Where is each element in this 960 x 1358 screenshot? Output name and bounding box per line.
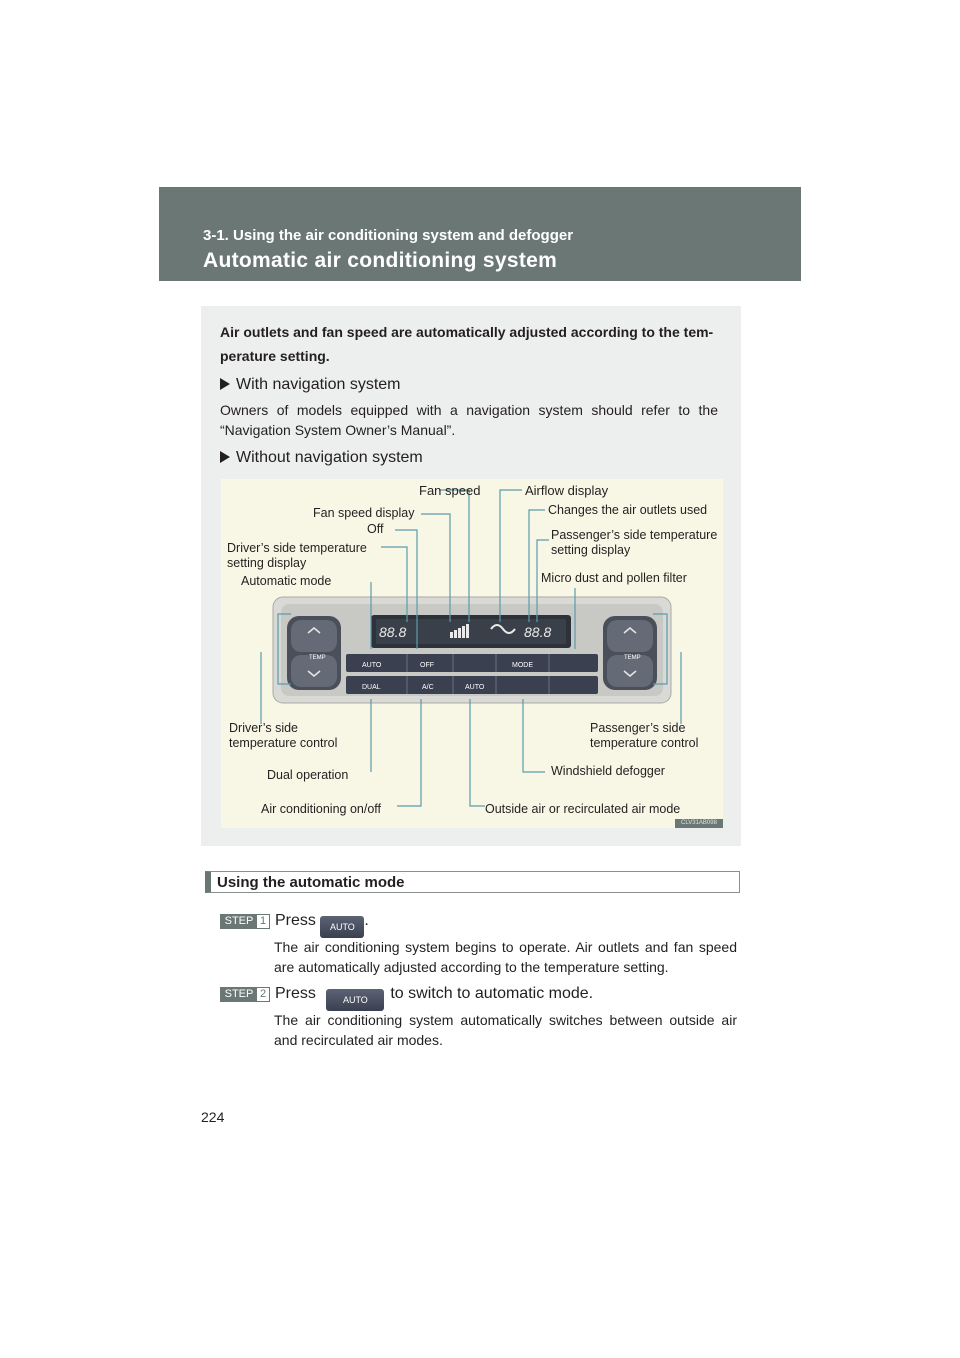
step-1-badge [220, 914, 270, 929]
step-number: 2 [259, 988, 267, 1000]
driver-temp-readout: 88.8 [379, 624, 407, 640]
step-1-instruction [275, 912, 369, 938]
label-passenger-temp-control: Passenger’s side temperature control [590, 721, 699, 750]
label-ac-onoff: Air conditioning on/off [261, 802, 381, 816]
step-2-badge [220, 987, 270, 1002]
overview-panel [201, 306, 741, 846]
triangle-bullet-icon [220, 378, 230, 390]
label-off: Off [367, 522, 384, 536]
step-1-description: The air conditioning system begins to operate. Air outlets and fan speed are automatically adjusted according to the temperature setting. [274, 939, 737, 975]
ac-button[interactable]: A/C [422, 684, 434, 691]
driver-temp-knob-label: TEMP [309, 655, 326, 661]
section-heading [205, 871, 740, 893]
passenger-temp-readout: 88.8 [524, 624, 552, 640]
label-changes-outlets: Changes the air outlets used [548, 503, 708, 517]
without-nav-heading [220, 449, 423, 467]
step-1-after: . [364, 912, 369, 929]
image-code: CLV31AB098 [675, 819, 723, 828]
section-label: 3-1. Using the air conditioning system and defogger [203, 227, 574, 244]
control-panel-diagram [221, 479, 723, 828]
label-dual-operation: Dual operation [267, 768, 349, 782]
with-nav-body: Owners of models equipped with a navigation system should refer to the “Navigation System Owner’s Manual”. [220, 402, 718, 438]
step-2-after: to switch to automatic mode. [390, 985, 594, 1002]
mode-button[interactable]: MODE [512, 662, 533, 669]
auto-button-image: AUTO [320, 916, 364, 938]
air-intake-auto-button[interactable]: AUTO [465, 684, 485, 691]
step-label: STEP [221, 988, 257, 1001]
air-intake-auto-button-image: AUTO [326, 989, 384, 1011]
dual-button[interactable]: DUAL [362, 684, 381, 691]
without-nav-heading-text: Without navigation system [236, 449, 423, 466]
label-fan-speed: Fan speed [419, 483, 481, 498]
page-title: Automatic air conditioning system [203, 249, 558, 272]
label-airflow-display: Airflow display [525, 483, 609, 498]
step-number: 1 [259, 915, 267, 927]
step-2-instruction [275, 985, 593, 1011]
chapter-header [159, 187, 801, 281]
with-nav-heading-text: With navigation system [236, 376, 401, 393]
fan-off-button[interactable]: OFF [420, 662, 434, 669]
step-1-press: Press [275, 912, 316, 929]
section-heading-text: Using the automatic mode [217, 874, 405, 891]
label-driver-temp-control: Driver’s side temperature control [229, 721, 338, 750]
triangle-bullet-icon [220, 451, 230, 463]
label-windshield-defogger: Windshield defogger [551, 764, 665, 778]
with-nav-heading [220, 376, 401, 394]
step-2-press: Press [275, 985, 316, 1002]
label-outside-air: Outside air or recirculated air mode [485, 802, 681, 816]
passenger-temp-knob-label: TEMP [624, 655, 641, 661]
step-2-description: The air conditioning system automatically switches between outside air and recirculated air modes. [274, 1012, 737, 1048]
label-micro-dust: Micro dust and pollen filter [541, 571, 687, 585]
label-automatic-mode: Automatic mode [241, 574, 332, 588]
label-driver-temp-display: Driver’s side temperature setting display [227, 541, 367, 570]
intro-text: Air outlets and fan speed are automatically adjusted according to the tem- perature setting. [220, 324, 714, 364]
label-passenger-temp-display: Passenger’s side temperature setting display [551, 528, 718, 557]
page-number: 224 [201, 1109, 225, 1125]
auto-button[interactable]: AUTO [362, 662, 382, 669]
step-label: STEP [221, 915, 257, 928]
label-fan-speed-display: Fan speed display [313, 506, 415, 520]
